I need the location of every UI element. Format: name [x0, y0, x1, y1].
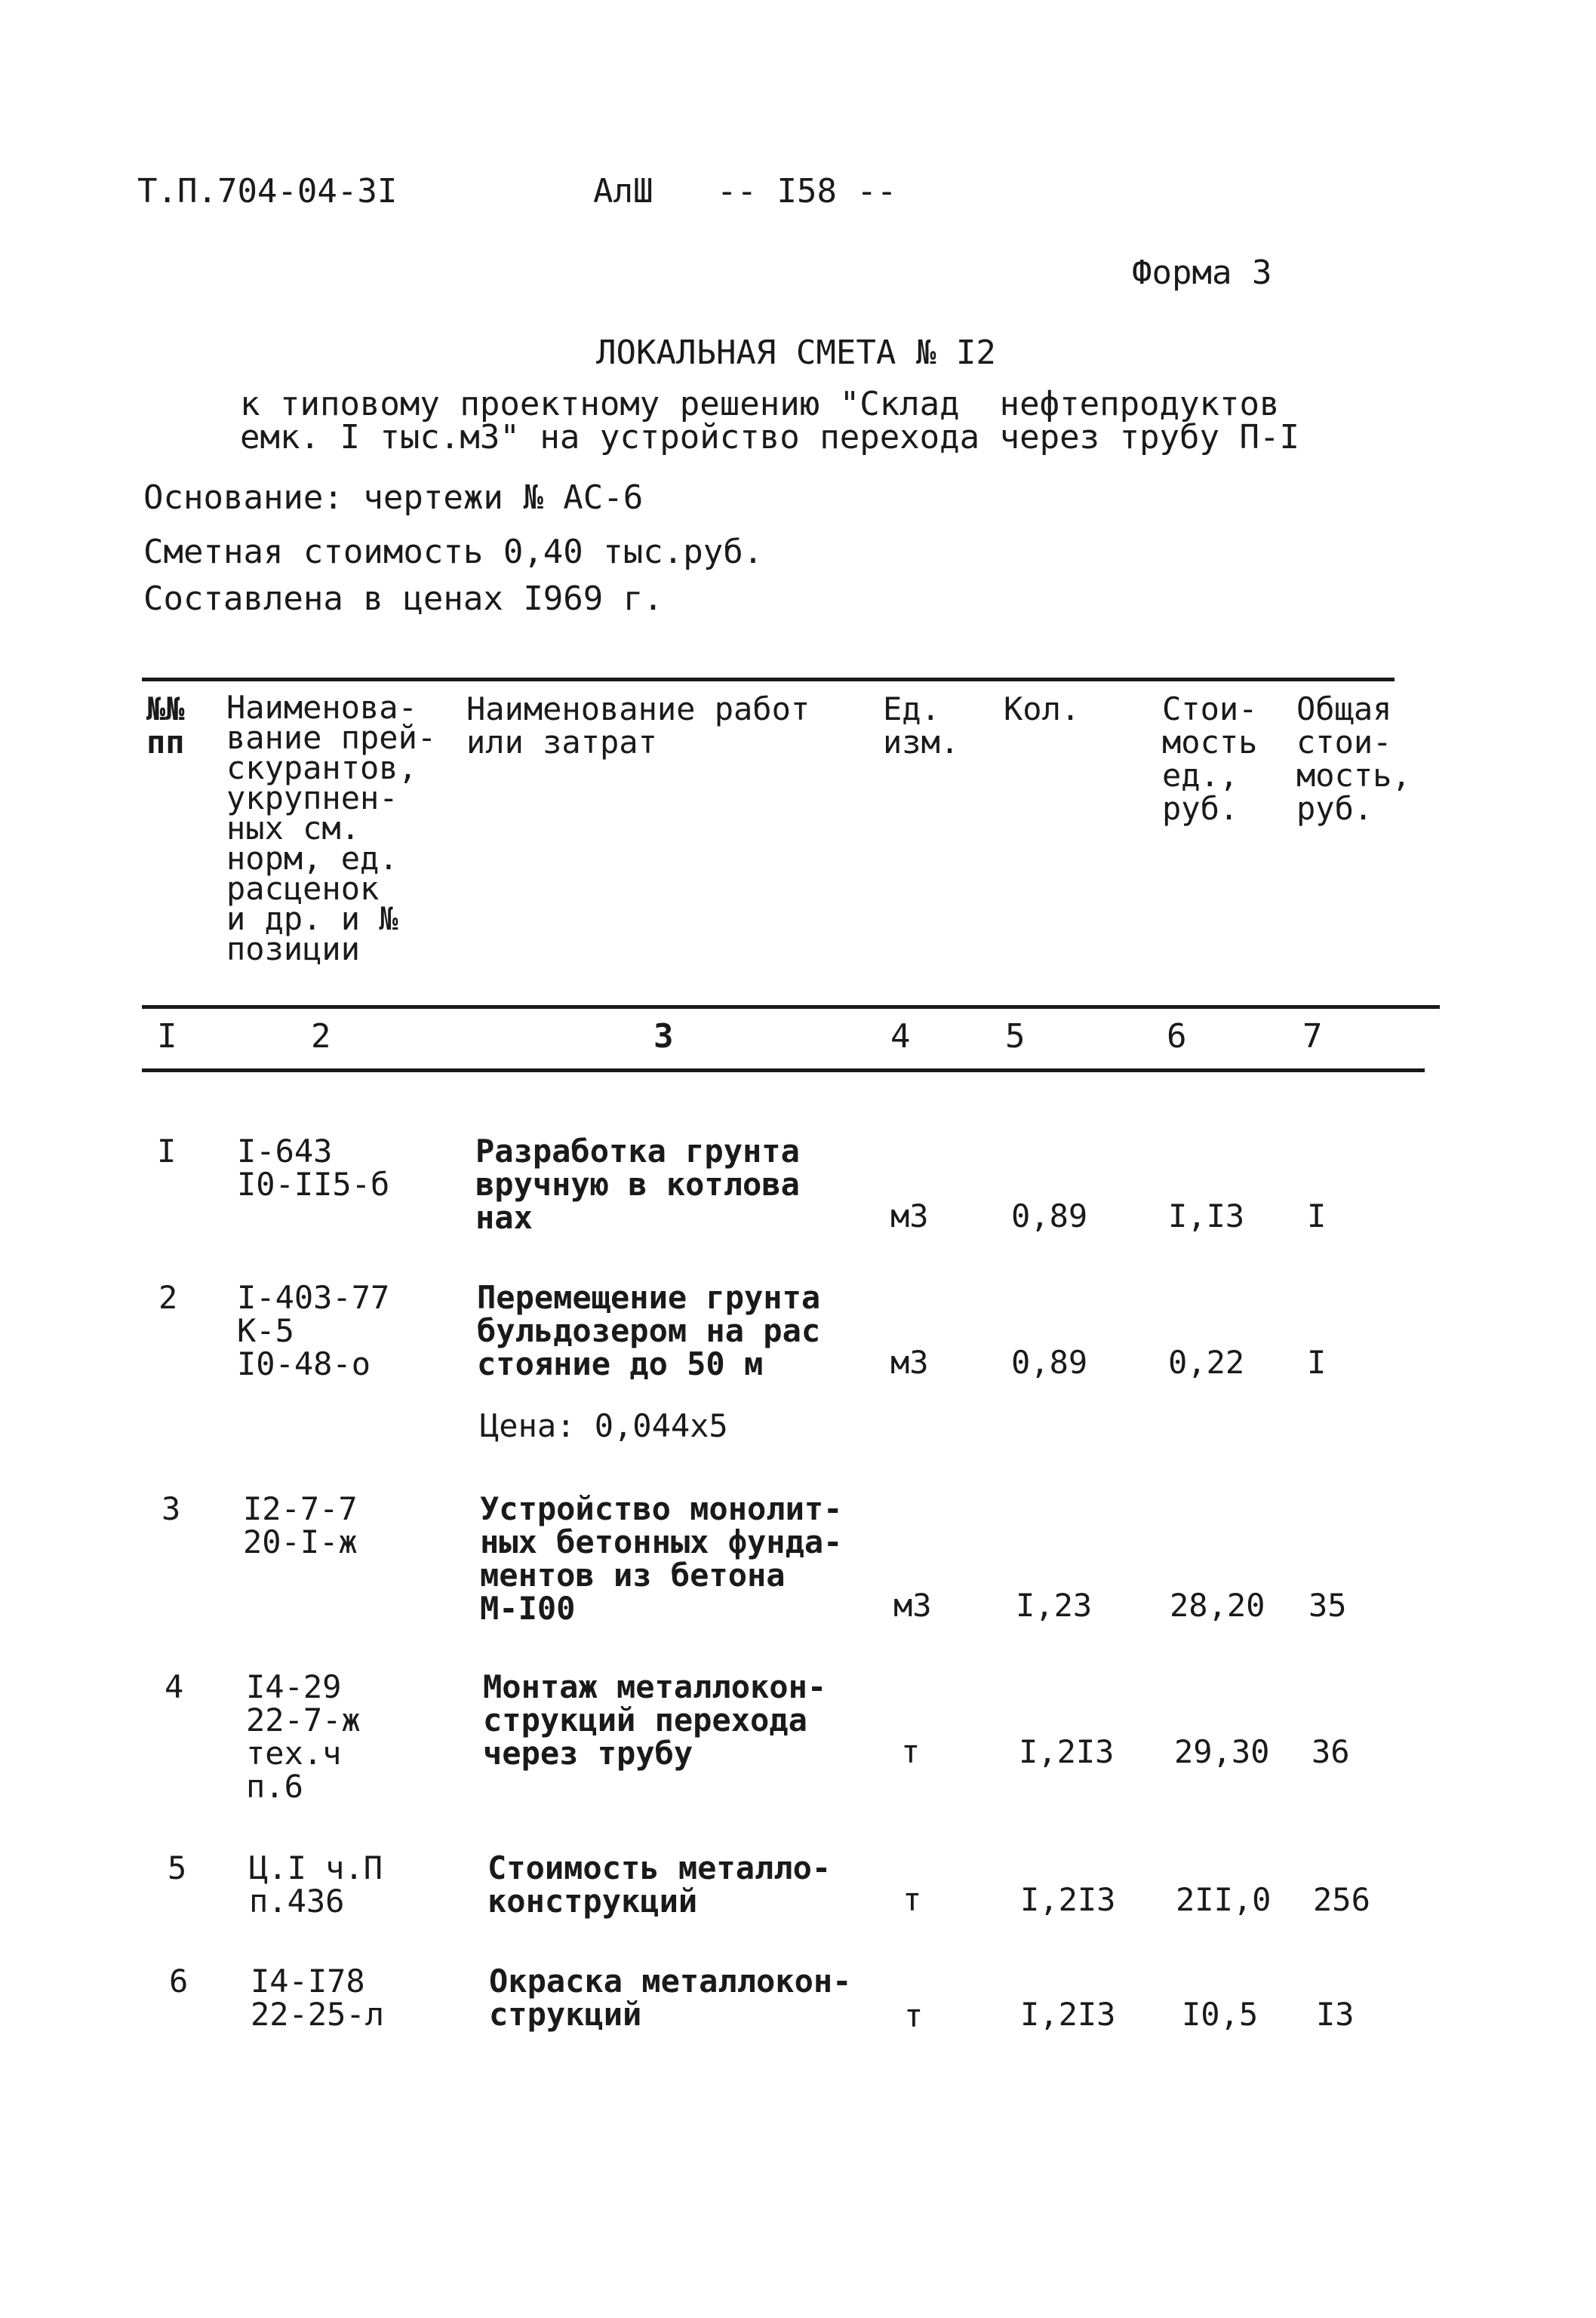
header-col-price-list: Наименова- вание прей- скурантов, укрупнен- ных см. норм, ед. расценок и др. и № позиции	[226, 689, 437, 967]
table-top-rule	[142, 678, 1395, 681]
column-number-4: 4	[890, 1017, 911, 1056]
work-description: Устройство монолит- ных бетонных фунда- ментов из бетона М-I00	[480, 1490, 843, 1627]
quantity: 0,89	[1011, 1197, 1088, 1234]
quantity: I,2I3	[1019, 1733, 1115, 1770]
header-col-unit: Ед. изм.	[883, 690, 960, 761]
price-note: Цена: 0,044х5	[480, 1407, 728, 1444]
column-number-6: 6	[1167, 1017, 1187, 1056]
price-list-code: Ц.I ч.П п.436	[249, 1849, 383, 1920]
row-number: 3	[161, 1490, 181, 1527]
header-col-total-cost: Общая стои- мость, руб.	[1296, 690, 1411, 827]
estimated-cost-line: Сметная стоимость 0,40 тыс.руб.	[143, 533, 764, 571]
column-number-7: 7	[1302, 1017, 1323, 1056]
basis-line: Основание: чертежи № АС-6	[143, 478, 644, 517]
row-number: 5	[168, 1849, 187, 1886]
price-list-code: I4-29 22-7-ж тех.ч п.6	[246, 1668, 361, 1805]
total-cost: 35	[1308, 1587, 1347, 1624]
column-number-5: 5	[1005, 1017, 1026, 1056]
unit: м3	[893, 1587, 932, 1624]
page-number: -- I58 --	[717, 172, 897, 211]
total-cost: I3	[1316, 1996, 1355, 2033]
column-number-2: 2	[311, 1017, 331, 1056]
total-cost: 36	[1312, 1733, 1350, 1770]
quantity: I,2I3	[1020, 1996, 1116, 2033]
header-col-quantity: Кол.	[1004, 690, 1081, 727]
column-numbers-bottom-rule	[142, 1068, 1425, 1072]
work-description: Стоимость металло- конструкций	[487, 1849, 832, 1920]
price-list-code: I4-I78 22-25-л	[251, 1963, 385, 2033]
column-number-1: I	[157, 1017, 177, 1056]
work-description: Монтаж металлокон- струкций перехода через трубу	[483, 1668, 827, 1772]
unit-cost: 0,22	[1168, 1344, 1245, 1381]
quantity: I,2I3	[1020, 1881, 1116, 1918]
unit-cost: 2II,0	[1176, 1881, 1272, 1918]
unit: т	[901, 1733, 921, 1770]
total-cost: 256	[1313, 1881, 1370, 1918]
unit-cost: I,I3	[1168, 1197, 1245, 1234]
unit-cost: I0,5	[1182, 1996, 1259, 2033]
total-cost: I	[1307, 1344, 1327, 1381]
price-list-code: I-643 I0-II5-б	[237, 1133, 390, 1203]
row-number: I	[157, 1133, 177, 1170]
unit: т	[904, 1997, 924, 2034]
row-number: 4	[165, 1668, 184, 1705]
form-label: Форма 3	[1132, 254, 1272, 292]
estimate-heading: ЛОКАЛЬНАЯ СМЕТА № I2	[596, 334, 996, 372]
price-list-code: I-403-77 К-5 I0-48-о	[237, 1279, 390, 1382]
quantity: 0,89	[1011, 1344, 1088, 1381]
header-col-work-name: Наименование работ или затрат	[466, 690, 810, 761]
row-number: 6	[169, 1963, 189, 2000]
price-list-code: I2-7-7 20-I-ж	[243, 1490, 358, 1560]
title-line-1: к типовому проектному решению "Склад нефтепродуктов	[240, 385, 1280, 423]
header-col-num: №№ пп	[146, 690, 185, 761]
table-header-bottom-rule	[142, 1005, 1440, 1009]
total-cost: I	[1307, 1197, 1327, 1234]
row-number: 2	[158, 1279, 178, 1316]
album-label: АлШ	[593, 172, 653, 211]
header-col-unit-cost: Стои- мость ед., руб.	[1162, 690, 1258, 827]
unit: м3	[890, 1344, 929, 1381]
work-description: Разработка грунта вручную в котлова нах	[475, 1133, 800, 1236]
document-code: Т.П.704-04-3I	[137, 172, 398, 211]
unit-cost: 29,30	[1174, 1733, 1270, 1770]
prices-year-line: Составлена в ценах I969 г.	[143, 580, 663, 618]
unit-cost: 28,20	[1170, 1587, 1265, 1624]
work-description: Окраска металлокон- струкций	[489, 1963, 852, 2033]
column-number-3: 3	[653, 1017, 674, 1056]
work-description: Перемещение грунта бульдозером на рас стояние до 50 м	[477, 1279, 821, 1382]
title-line-2: емк. I тыс.м3" на устройство перехода через трубу П-I	[240, 418, 1299, 457]
unit: т	[903, 1881, 922, 1918]
quantity: I,23	[1016, 1587, 1093, 1624]
unit: м3	[890, 1197, 929, 1234]
